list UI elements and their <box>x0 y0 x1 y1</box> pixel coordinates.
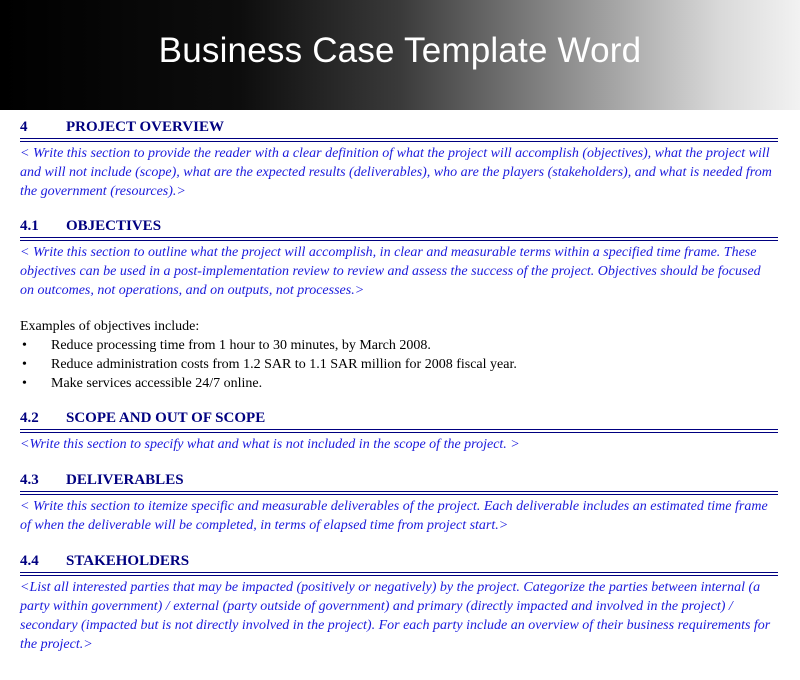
section-number: 4.3 <box>20 472 39 488</box>
section-deliverables <box>20 471 778 535</box>
bullet-icon: • <box>22 357 27 372</box>
examples-intro: Examples of objectives include: <box>20 319 200 334</box>
list-item-text: Reduce administration costs from 1.2 SAR to 1.1 SAR million for 2008 fiscal year. <box>51 357 517 372</box>
list-item <box>20 336 778 355</box>
list-item-text: Make services accessible 24/7 online. <box>51 376 263 391</box>
section-number: 4.2 <box>20 410 39 426</box>
section-description: < Write this section to outline what the project will accomplish, in clear and measurable terms within a specified time frame. These objectives can be used in a post-implementation review to review and assess the success of the project. Objectives should be focused on outcomes, not operations, and on outputs, not processes.> <box>20 245 761 298</box>
list-item <box>20 374 778 393</box>
title-banner <box>0 0 800 110</box>
section-heading <box>20 118 778 142</box>
section-heading <box>20 471 778 495</box>
section-description: < Write this section to itemize specific and measurable deliverables of the project. Each deliverable includes an estimated time frame of when the deliverable will be completed, in terms of elapsed time from project start.> <box>20 499 768 533</box>
bullet-icon: • <box>22 376 27 391</box>
list-item-text: Reduce processing time from 1 hour to 30 minutes, by March 2008. <box>51 338 431 353</box>
examples-list <box>20 336 778 393</box>
section-objectives <box>20 217 778 393</box>
section-scope <box>20 409 778 454</box>
section-number: 4.4 <box>20 553 39 569</box>
section-title: STAKEHOLDERS <box>66 553 190 569</box>
list-item <box>20 355 778 374</box>
section-title: SCOPE AND OUT OF SCOPE <box>66 410 266 426</box>
section-description: <List all interested parties that may be impacted (positively or negatively) by the project. Categorize the parties between internal (a party within government) / external (party outside of government) and primary (directly impacted and involved in the project) / secondary (impacted but is not directly involved in the project). For each party include an overview of their business requirements for the project.> <box>20 580 771 652</box>
section-project-overview <box>20 118 778 201</box>
section-heading <box>20 409 778 433</box>
section-title: PROJECT OVERVIEW <box>66 119 224 135</box>
section-heading <box>20 217 778 241</box>
section-description: < Write this section to provide the reader with a clear definition of what the project will accomplish (objectives), what the project will and will not include (scope), what are the expected results (deliverables), who are the players (stakeholders), and what is needed from the government (resources).> <box>20 146 772 199</box>
banner-title: Business Case Template Word <box>158 31 642 70</box>
document-body <box>20 118 778 654</box>
section-number: 4 <box>20 119 28 135</box>
section-description: <Write this section to specify what and what is not included in the scope of the project. > <box>20 437 520 452</box>
section-title: DELIVERABLES <box>66 472 184 488</box>
section-number: 4.1 <box>20 218 39 234</box>
section-heading <box>20 552 778 576</box>
bullet-icon: • <box>22 338 27 353</box>
section-stakeholders <box>20 552 778 654</box>
section-title: OBJECTIVES <box>66 218 162 234</box>
